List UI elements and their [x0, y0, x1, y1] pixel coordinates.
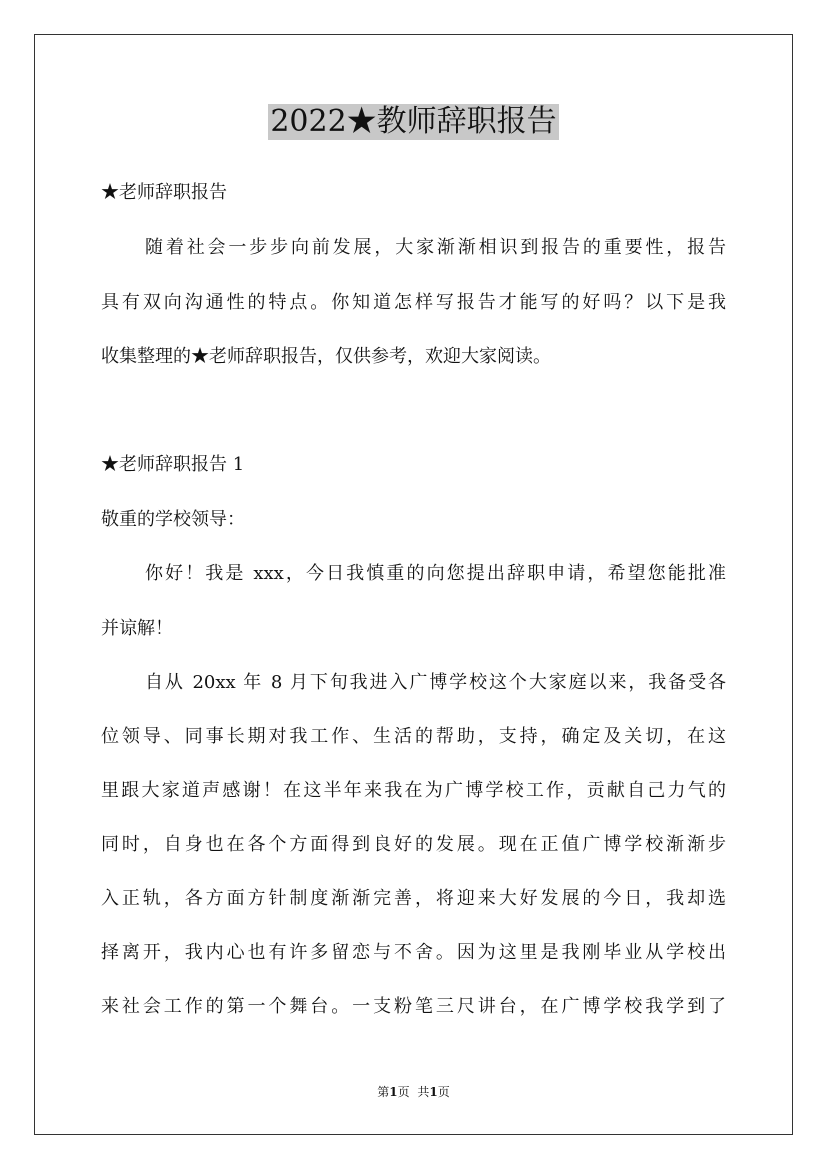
paragraph-line: 自从 20xx 年 8 月下旬我进入广博学校这个大家庭以来，我备受各: [145, 672, 726, 693]
paragraph-line: 并谅解！: [101, 618, 173, 639]
page-footer: [0, 1084, 827, 1100]
intro-line: 收集整理的★老师辞职报告，仅供参考，欢迎大家阅读。: [101, 346, 551, 367]
paragraph-line: 来社会工作的第一个舞台。一支粉笔三尺讲台，在广博学校我学到了: [101, 996, 726, 1017]
intro-line: 具有双向沟通性的特点。你知道怎样写报告才能写的好吗？以下是我: [101, 292, 726, 313]
paragraph-line: 同时，自身也在各个方面得到良好的发展。现在正值广博学校渐渐步: [101, 834, 726, 855]
title-container: [0, 104, 827, 140]
page-label-suffix: 页: [397, 1085, 410, 1099]
paragraph-line: 里跟大家道声感谢！在这半年来我在为广博学校工作，贡献自己力气的: [101, 780, 726, 801]
salutation: 敬重的学校领导：: [101, 509, 245, 530]
paragraph-line: 你好！我是 xxx，今日我慎重的向您提出辞职申请，希望您能批准: [145, 563, 726, 584]
total-pages: 1: [429, 1085, 438, 1099]
intro-line: 随着社会一步步向前发展，大家渐渐相识到报告的重要性，报告: [145, 237, 726, 258]
paragraph-line: 入正轨，各方面方针制度渐渐完善，将迎来大好发展的今日，我却选: [101, 888, 726, 909]
total-label-suffix: 页: [437, 1085, 450, 1099]
page-label-prefix: 第: [377, 1085, 390, 1099]
section-title: ★老师辞职报告 1: [101, 454, 245, 475]
document-title: 2022★教师辞职报告: [270, 104, 557, 139]
paragraph-line: 择离开，我内心也有许多留恋与不舍。因为这里是我刚毕业从学校出: [101, 942, 726, 963]
paragraph-line: 位领导、同事长期对我工作、生活的帮助，支持，确定及关切，在这: [101, 726, 726, 747]
total-label-prefix: 共: [417, 1085, 430, 1099]
subtitle: ★老师辞职报告: [101, 182, 227, 203]
page-number: 1: [389, 1085, 398, 1099]
